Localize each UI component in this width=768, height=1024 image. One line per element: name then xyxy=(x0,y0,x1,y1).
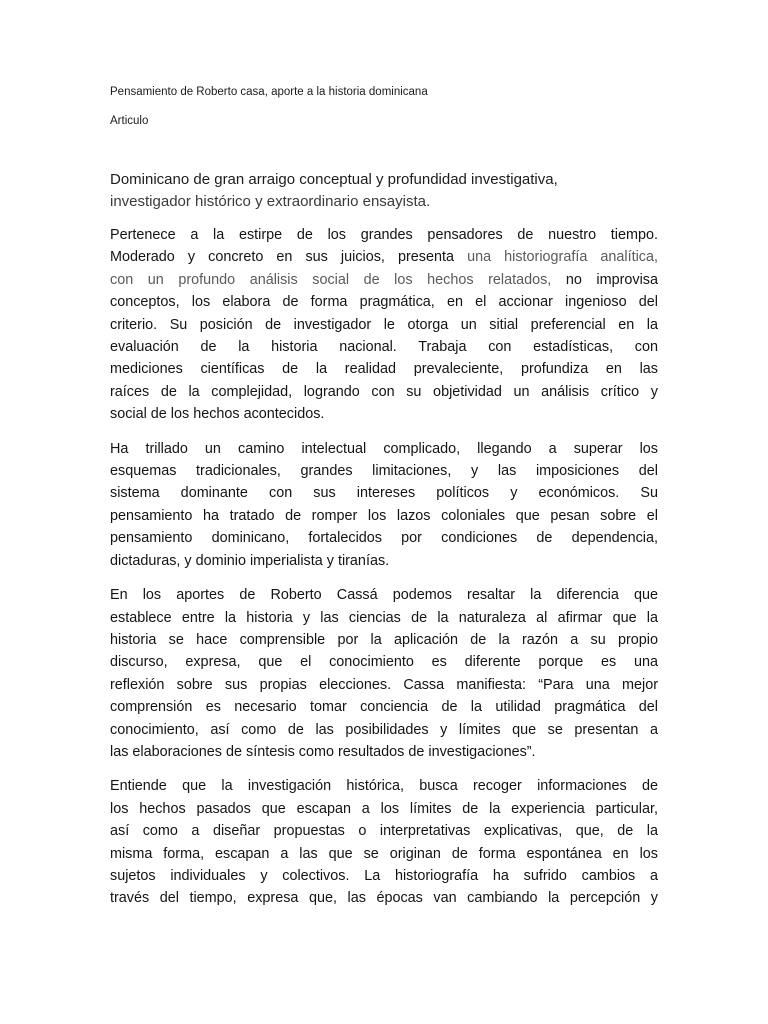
text-run: través del tiempo, expresa que, las épocas van cambiando la percepción y xyxy=(110,890,658,907)
paragraph-line xyxy=(110,696,658,718)
paragraph-line xyxy=(110,336,658,358)
document-title: Pensamiento de Roberto casa, aporte a la historia dominicana xyxy=(110,86,428,98)
paragraph-line xyxy=(110,224,658,246)
text-run: sujetos individuales y colectivos. La historiografía ha sufrido cambios a xyxy=(110,867,658,884)
intro-line: Dominicano de gran arraigo conceptual y profundidad investigativa, xyxy=(110,171,558,188)
text-run: misma forma, escapan a las que se originan de forma espontánea en los xyxy=(110,845,658,862)
text-run: evaluación de la historia nacional. Trabaja con estadísticas, con xyxy=(110,339,658,356)
text-run: esquemas tradicionales, grandes limitaciones, y las imposiciones del xyxy=(110,463,658,480)
paragraph-line xyxy=(110,584,658,606)
text-run: pensamiento ha tratado de romper los lazos coloniales que pesan sobre el xyxy=(110,507,658,524)
text-run: reflexión sobre sus propias elecciones. Cassa manifiesta: “Para una mejor xyxy=(110,676,658,693)
text-run: En los aportes de Roberto Cassá podemos resaltar la diferencia que xyxy=(110,587,658,604)
text-run: Ha trillado un camino intelectual complicado, llegando a superar los xyxy=(110,440,658,457)
paragraph-line xyxy=(110,607,658,629)
paragraph-line xyxy=(110,438,658,460)
intro-text xyxy=(110,169,658,213)
paragraph-line xyxy=(110,651,658,673)
paragraph-line xyxy=(110,460,658,482)
paragraph-line xyxy=(110,775,658,797)
text-run: los hechos pasados que escapan a los límites de la experiencia particular, xyxy=(110,800,658,817)
text-run: conocimiento, así como de las posibilidades y límites que se presentan a xyxy=(110,721,658,738)
paragraph-line xyxy=(110,674,658,696)
text-run: conceptos, los elabora de forma pragmática, en el accionar ingenioso del xyxy=(110,294,658,311)
paragraph-line xyxy=(110,527,658,549)
paragraph-line xyxy=(110,820,658,842)
paragraph-line xyxy=(110,269,658,291)
paragraph xyxy=(110,584,658,763)
intro-line: investigador histórico y extraordinario ensayista. xyxy=(110,193,431,210)
text-run: Pertenece a la estirpe de los grandes pensadores de nuestro tiempo. xyxy=(110,227,658,243)
highlighted-text-run: una historiografía analítica, xyxy=(467,249,658,266)
paragraph-line xyxy=(110,358,658,380)
paragraph-line xyxy=(110,403,658,425)
text-run: no improvisa xyxy=(551,271,658,288)
text-run: social de los hechos acontecidos. xyxy=(110,406,325,423)
paragraph-line xyxy=(110,505,658,527)
highlighted-text-run: con un profundo análisis social de los hechos relatados, xyxy=(110,271,552,288)
text-run: Su posición de investigador le otorga un sitial preferencial en la xyxy=(169,316,658,333)
paragraph-line xyxy=(110,887,658,909)
paragraph-line xyxy=(110,381,658,403)
text-run: criterio. xyxy=(110,316,170,333)
paragraph-line xyxy=(110,629,658,651)
paragraph xyxy=(110,775,658,909)
paragraph-line xyxy=(110,246,658,268)
paragraph-line xyxy=(110,865,658,887)
paragraph-line xyxy=(110,550,658,572)
text-run: mediciones científicas de la realidad prevaleciente, profundiza en las xyxy=(110,361,658,378)
paragraph-line xyxy=(110,719,658,741)
document-type-label: Articulo xyxy=(110,115,149,127)
paragraph-line xyxy=(110,843,658,865)
paragraph-line xyxy=(110,482,658,504)
paragraph-line xyxy=(110,291,658,313)
text-run: historia se hace comprensible por la aplicación de la razón a su propio xyxy=(110,631,658,648)
text-run: las elaboraciones de síntesis como resultados de investigaciones”. xyxy=(110,743,536,760)
paragraph-line xyxy=(110,314,658,336)
text-run: Moderado y concreto en sus juicios, presenta xyxy=(110,249,468,266)
text-run: sistema dominante con sus intereses políticos y económicos. Su xyxy=(110,485,658,502)
text-run: discurso, expresa, que el conocimiento es diferente porque es una xyxy=(110,654,658,671)
text-run: comprensión es necesario tomar conciencia de la utilidad pragmática del xyxy=(110,699,658,716)
text-run: así como a diseñar propuestas o interpretativas explicativas, que, de la xyxy=(110,823,658,840)
text-run: pensamiento dominicano, fortalecidos por condiciones de dependencia, xyxy=(110,530,658,547)
text-run: dictaduras, y dominio imperialista y tiranías. xyxy=(110,552,390,569)
paragraph xyxy=(110,224,658,426)
text-run: Entiende que la investigación histórica, busca recoger informaciones de xyxy=(110,778,658,795)
paragraph xyxy=(110,438,658,572)
paragraph-line xyxy=(110,798,658,820)
text-run: establece entre la historia y las ciencias de la naturaleza al afirmar que la xyxy=(110,609,658,626)
article-body xyxy=(110,224,658,922)
text-run: raíces de la complejidad, logrando con su objetividad un análisis crítico y xyxy=(110,383,658,400)
paragraph-line xyxy=(110,741,658,763)
